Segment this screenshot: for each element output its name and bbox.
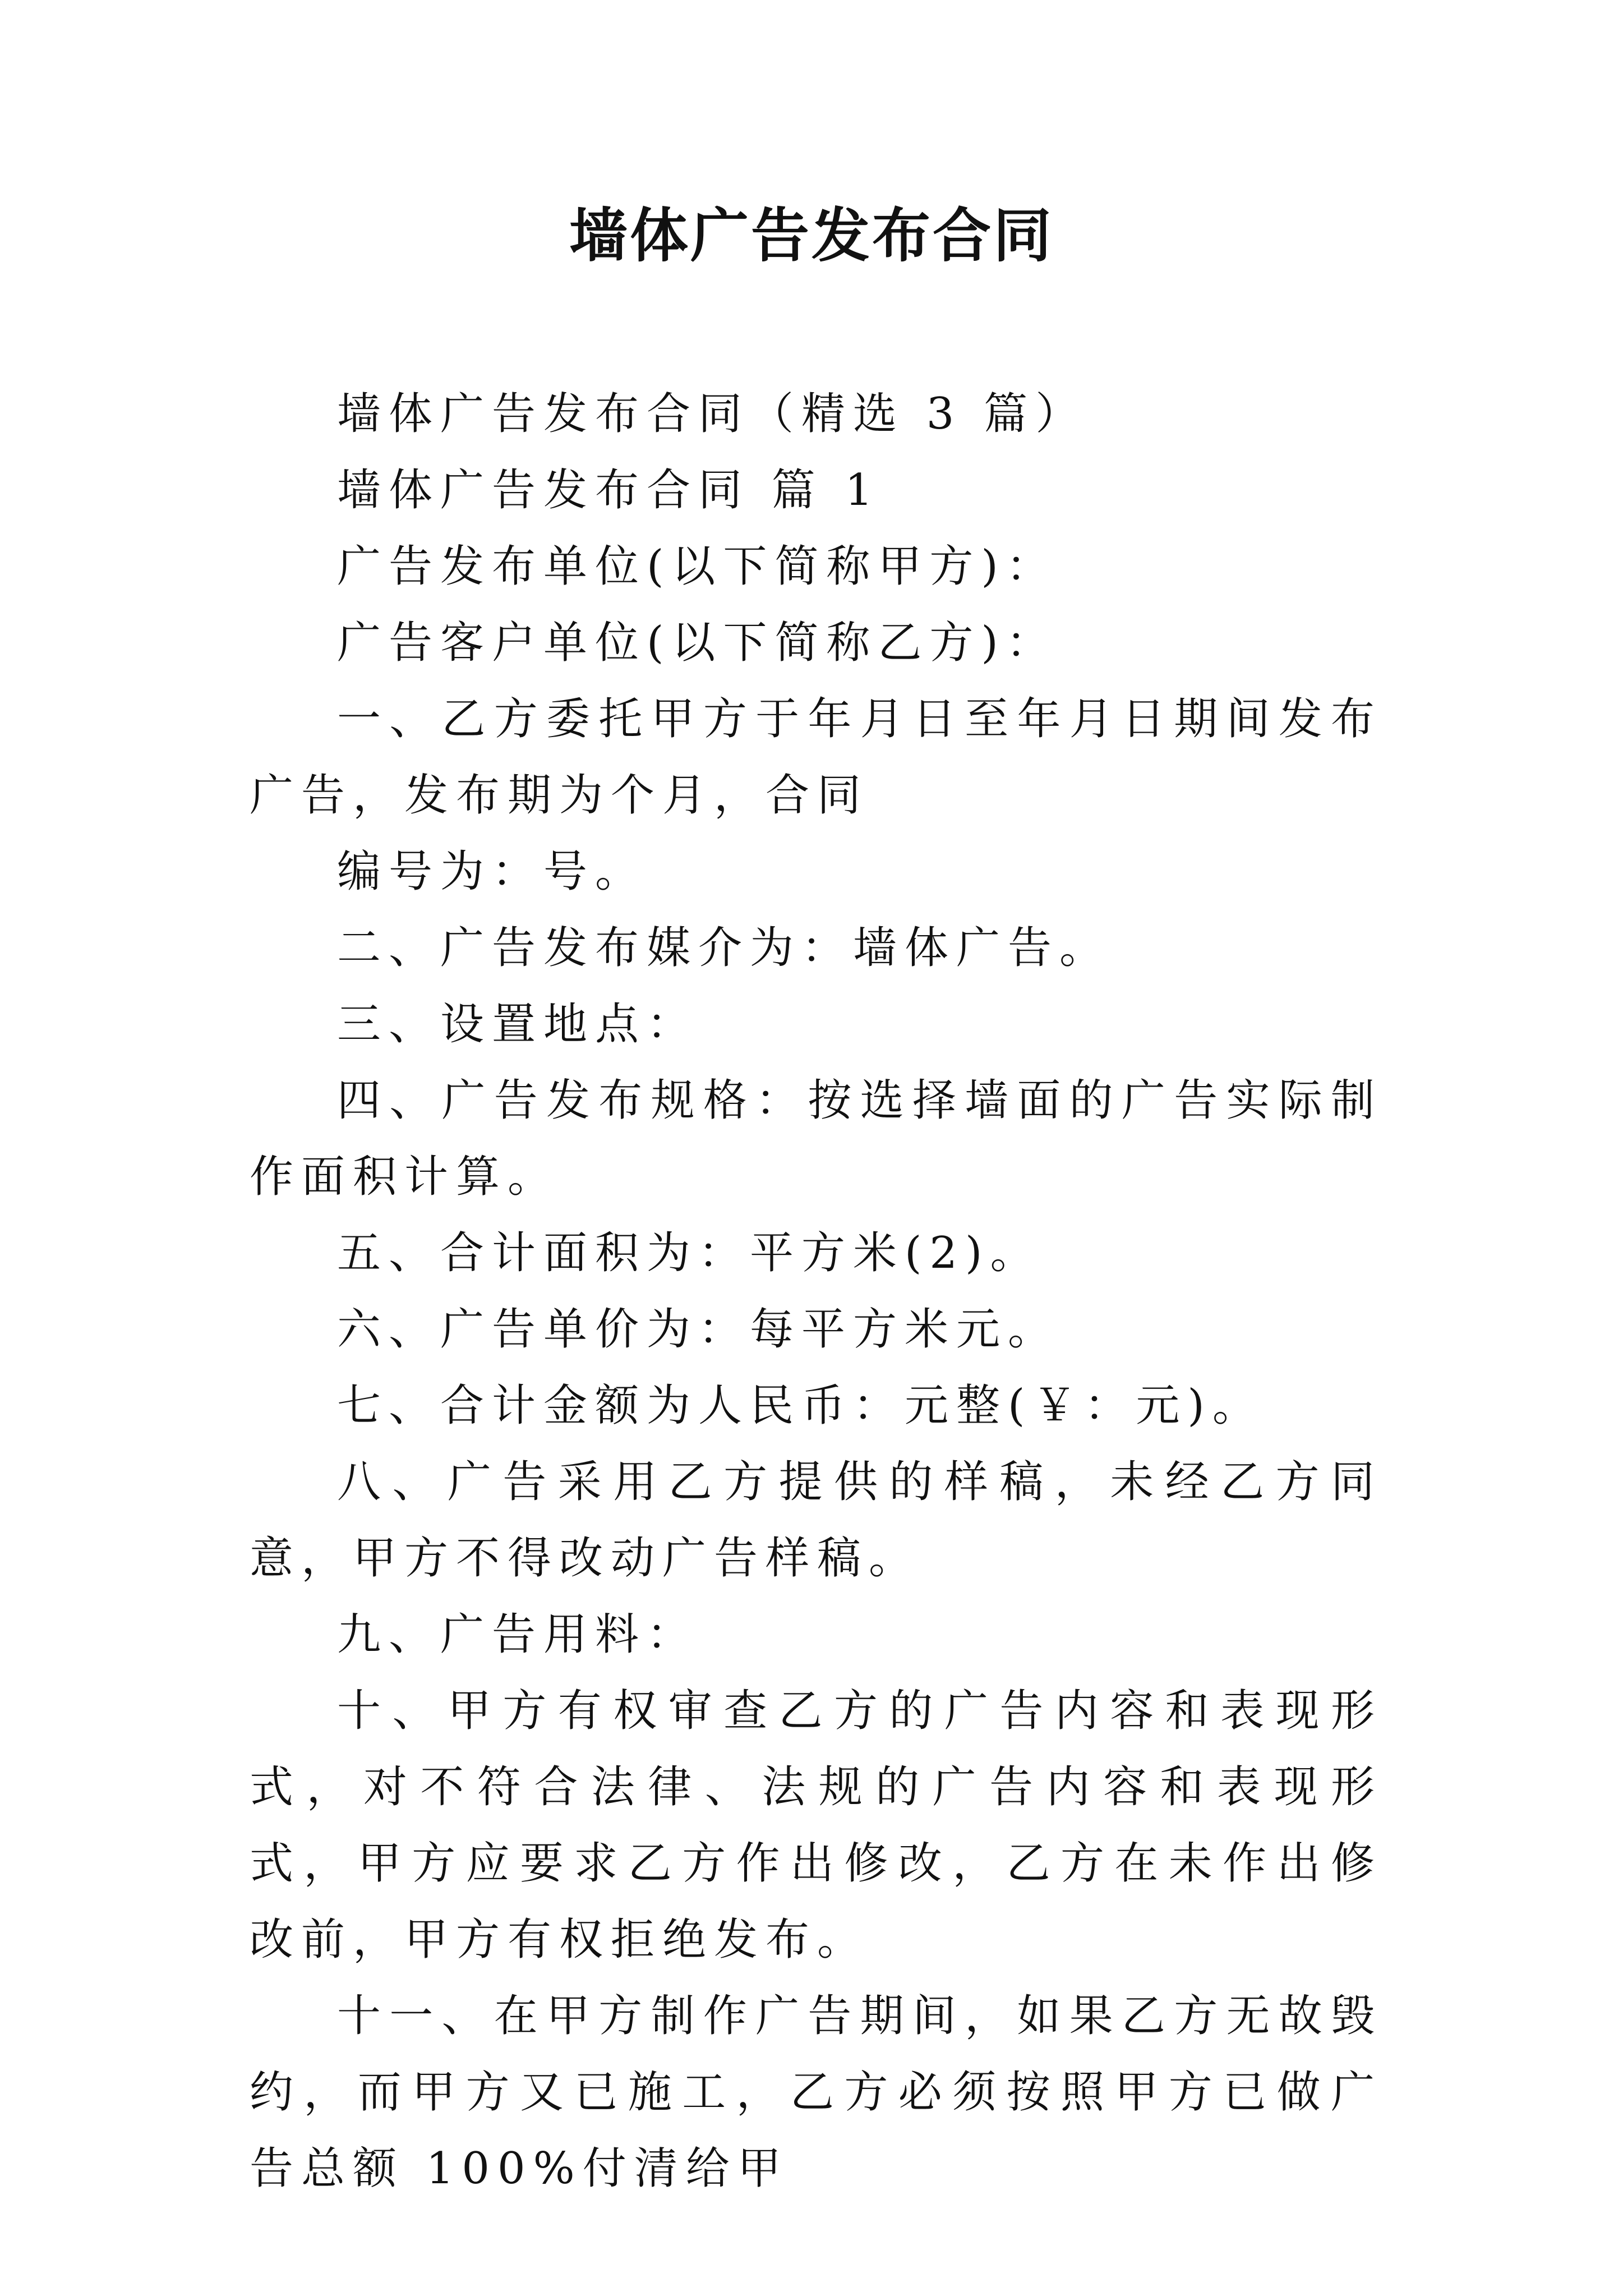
section-heading: 墙体广告发布合同 篇 1	[337, 465, 881, 516]
clause-5: 五、合计面积为：平方米(2)。	[337, 1228, 1042, 1278]
clause-8: 八、广告采用乙方提供的样稿，未经乙方同意，甲方不得改动广告样稿。	[250, 1457, 1382, 1584]
document-title: 墙体广告发布合同	[569, 201, 1054, 270]
party-b-line: 广告客户单位(以下简称乙方)：	[337, 618, 1058, 668]
clause-7: 七、合计金额为人民币：元整(￥：元)。	[337, 1381, 1264, 1431]
clause-9: 九、广告用料：	[337, 1609, 699, 1660]
clause-4: 四、广告发布规格：按选择墙面的广告实际制作面积计算。	[250, 1075, 1382, 1202]
clause-2: 二、广告发布媒介为：墙体广告。	[337, 923, 1112, 973]
clause-6: 六、广告单价为：每平方米元。	[337, 1304, 1060, 1355]
subtitle-paragraph: 墙体广告发布合同（精选 3 篇）	[337, 389, 1087, 439]
clause-10: 十、甲方有权审查乙方的广告内容和表现形式，对不符合法律、法规的广告内容和表现形式，甲方应要求乙方作出修改，乙方在未作出修改前，甲方有权拒绝发布。	[250, 1686, 1382, 1965]
clause-11: 十一、在甲方制作广告期间，如果乙方无故毁约，而甲方又已施工，乙方必须按照甲方已做广告总额 100%付清给甲	[250, 1991, 1382, 2194]
clause-1: 一、乙方委托甲方于年月日至年月日期间发布广告，发布期为个月，合同	[250, 694, 1382, 821]
clause-1-contract-number: 编号为：号。	[337, 846, 647, 897]
clause-3: 三、设置地点：	[337, 999, 699, 1050]
document-body	[250, 376, 1382, 2207]
party-a-line: 广告发布单位(以下简称甲方)：	[337, 541, 1058, 592]
